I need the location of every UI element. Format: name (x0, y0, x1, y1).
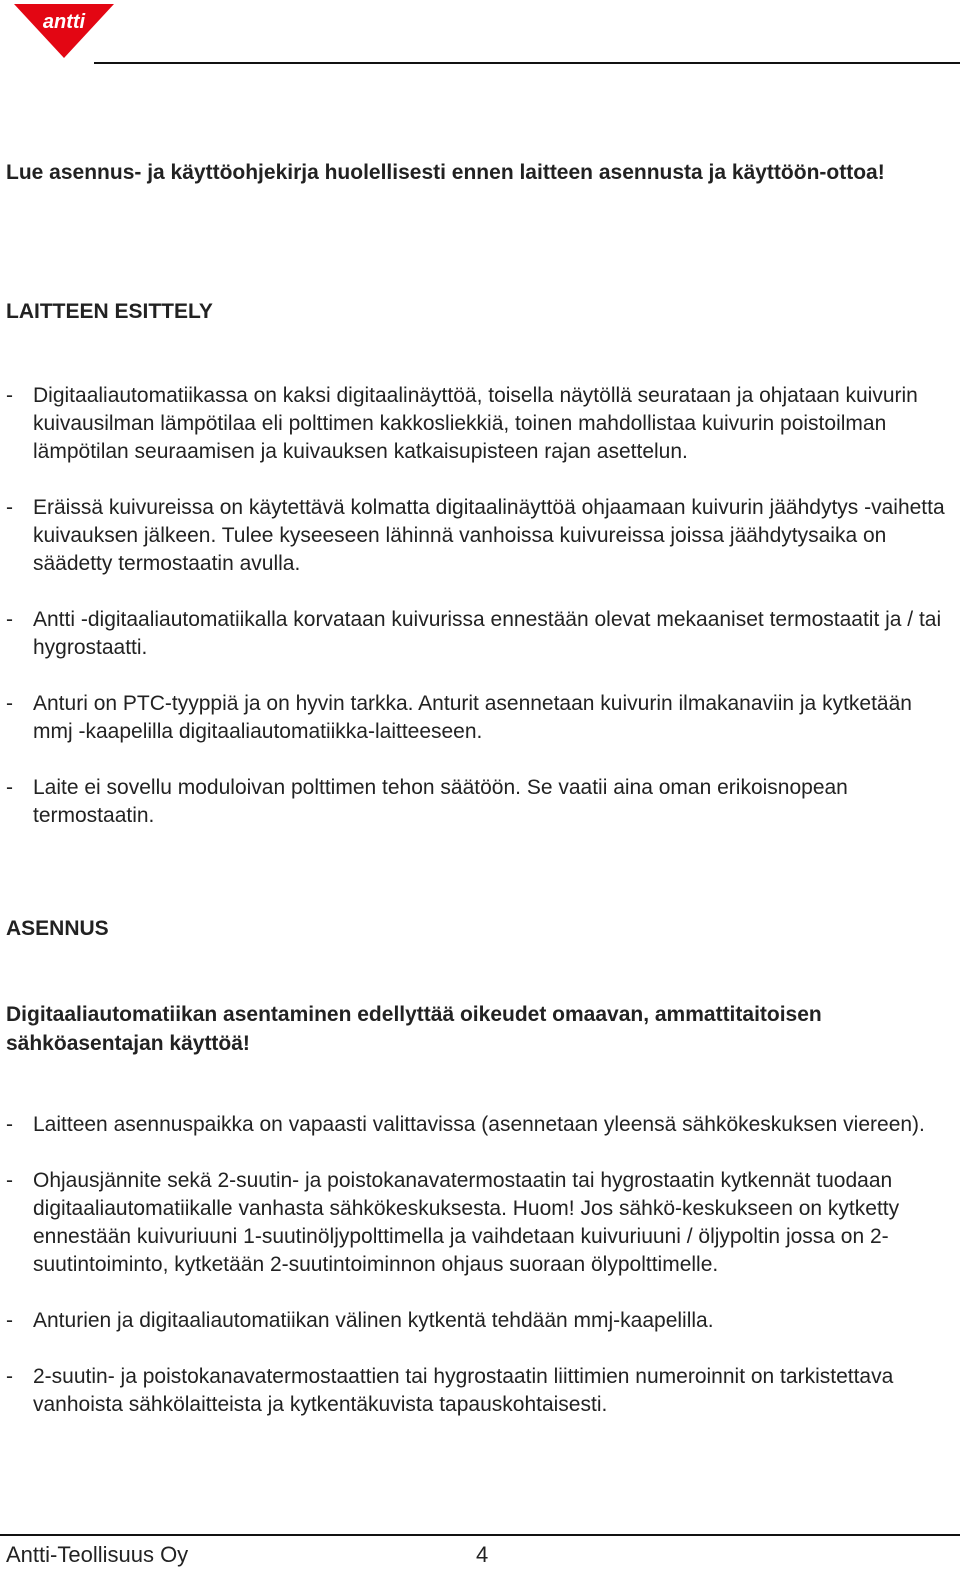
list-item (6, 1167, 956, 1279)
footer-rule (0, 1534, 960, 1536)
list-item-text: Anturi on PTC-tyyppiä ja on hyvin tarkka. Anturit asennetaan kuivurin ilmakanaviin ja kytketään mmj -kaapelilla digitaaliautomatiikka-laitteeseen. (33, 692, 912, 743)
asennus-list (6, 1111, 956, 1447)
bullet-dash: - (6, 608, 13, 631)
section-heading-esittely: LAITTEEN ESITTELY (6, 300, 213, 323)
list-item (6, 774, 956, 830)
list-item (6, 1363, 956, 1419)
intro-notice: Lue asennus- ja käyttöohjekirja huolellisesti ennen laitteen asennusta ja käyttöön-ottoa! (6, 161, 885, 184)
bullet-dash: - (6, 384, 13, 407)
list-item (6, 606, 956, 662)
list-item-text: 2-suutin- ja poistokanavatermostaattien tai hygrostaatin liittimien numeroinnit on tarkistettava vanhoista sähkölaitteista ja kytkentäkuvista tapauskohtaisesti. (33, 1365, 894, 1416)
antti-logo (12, 2, 116, 60)
header-rule (94, 62, 960, 64)
svg-text:antti: antti (42, 11, 86, 33)
list-item-text: Antti -digitaaliautomatiikalla korvataan kuivurissa ennestään olevat mekaaniset termostaatit ja / tai hygrostaatti. (33, 608, 942, 659)
bullet-dash: - (6, 1169, 13, 1192)
installer-warning: Digitaaliautomatiikan asentaminen edellyttää oikeudet omaavan, ammattitaitoisen sähköasentajan käyttöä! (6, 1003, 822, 1055)
list-item-text: Laite ei sovellu moduloivan polttimen tehon säätöön. Se vaatii aina oman erikoisnopean termostaatin. (33, 776, 848, 827)
footer-company: Antti-Teollisuus Oy (6, 1542, 189, 1567)
list-item (6, 382, 956, 466)
bullet-dash: - (6, 1113, 13, 1136)
bullet-dash: - (6, 692, 13, 715)
bullet-dash: - (6, 496, 13, 519)
list-item-text: Anturien ja digitaaliautomatiikan välinen kytkentä tehdään mmj-kaapelilla. (33, 1309, 714, 1332)
list-item-text: Eräissä kuivureissa on käytettävä kolmatta digitaalinäyttöä ohjaamaan kuivurin jäähdytys -vaihetta kuivauksen jälkeen. Tulee kyseeseen lähinnä vanhoissa kuivureissa joissa jäähdytysaika on säädetty termostaatin avulla. (33, 496, 945, 575)
list-item (6, 494, 956, 578)
list-item-text: Digitaaliautomatiikassa on kaksi digitaalinäyttöä, toisella näytöllä seurataan ja ohjataan kuivurin kuivausilman lämpötilaa eli polttimen kakkosliekkiä, toinen mahdollistaa kuivurin poistoilman lämpötilan seuraamisen ja kuivauksen katkaisupisteen rajan asettelun. (33, 384, 918, 463)
section-heading-asennus: ASENNUS (6, 917, 109, 940)
list-item-text: Ohjausjännite sekä 2-suutin- ja poistokanavatermostaatin tai hygrostaatin kytkennät tuodaan digitaaliautomatiikalle vanhasta sähkökeskuksesta. Huom! Jos sähkö-keskukseen on kytketty ennestään kuivuriuuni 1-suutinöljypolttimella ja vaihdetaan kuivuriuuni / öljypoltin jossa on 2-suutintoiminto, kytketään 2-suutintoiminnon ohjaus suoraan ölypolttimelle. (33, 1169, 900, 1276)
bullet-dash: - (6, 1365, 13, 1388)
list-item (6, 1307, 956, 1335)
bullet-dash: - (6, 1309, 13, 1332)
list-item (6, 690, 956, 746)
list-item-text: Laitteen asennuspaikka on vapaasti valittavissa (asennetaan yleensä sähkökeskuksen viereen). (33, 1113, 925, 1136)
esittely-list (6, 382, 956, 858)
bullet-dash: - (6, 776, 13, 799)
page-number: 4 (476, 1542, 489, 1567)
list-item (6, 1111, 956, 1139)
